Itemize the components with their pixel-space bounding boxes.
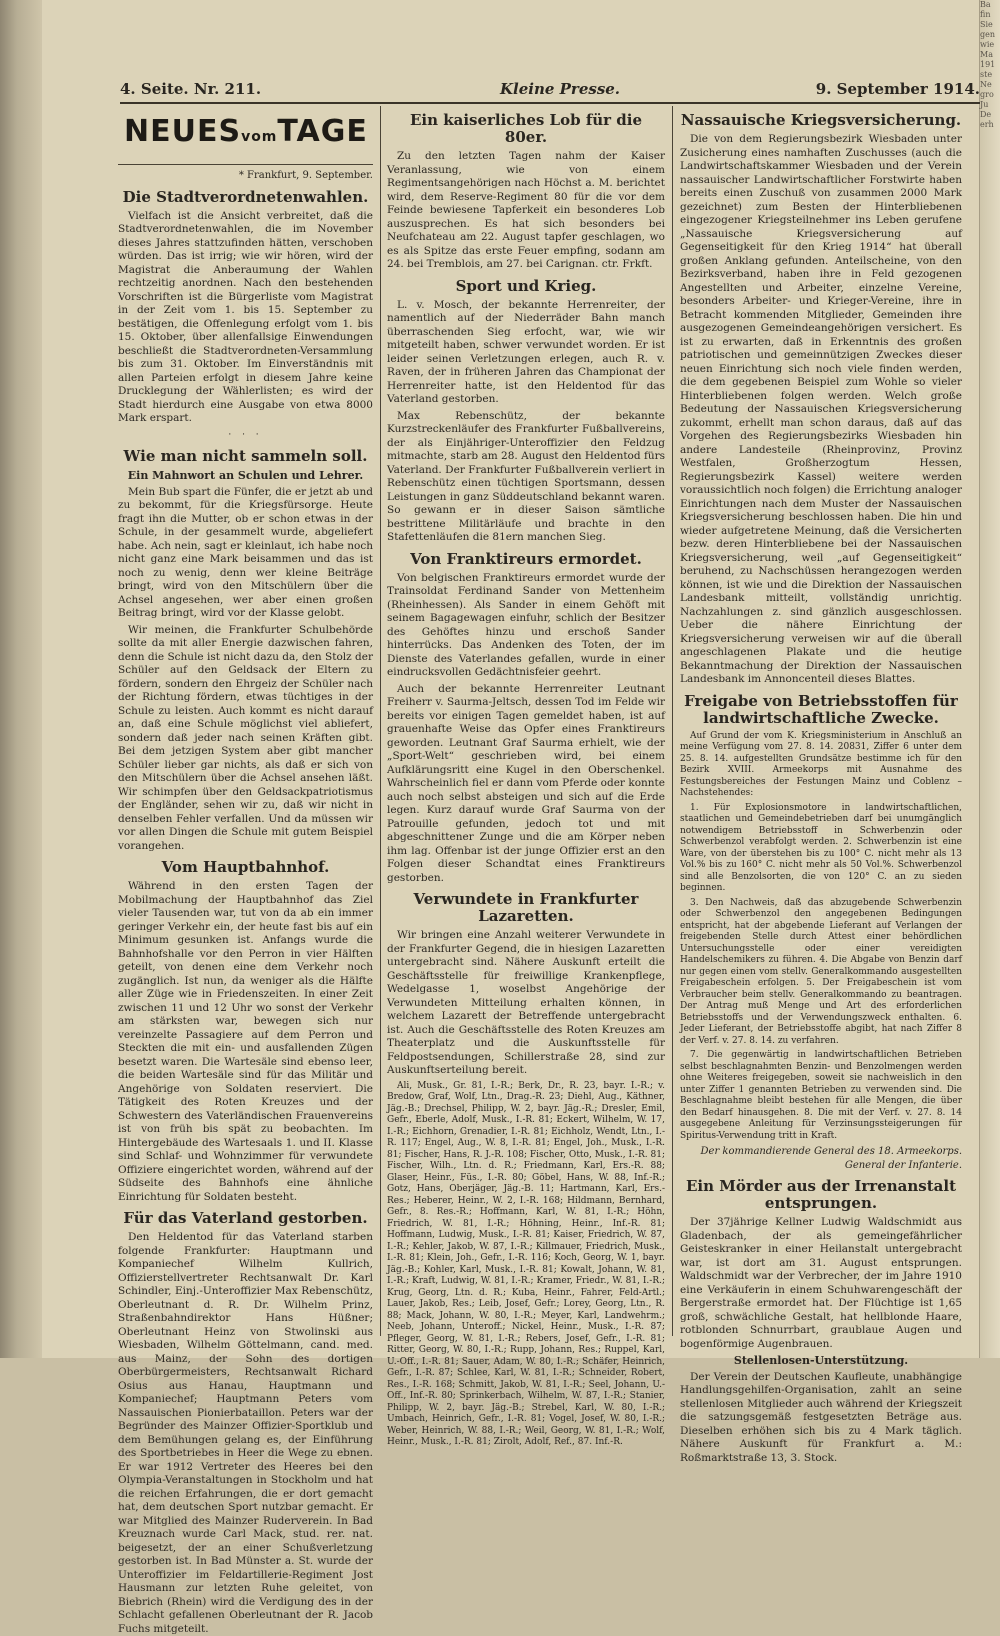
headline: Von Franktireurs ermordet. — [410, 549, 642, 568]
paper-title: Kleine Presse. — [500, 80, 621, 98]
article-text: Den Heldentod für das Vaterland starben folgende Frankfurter: Hauptmann und Kompaniechef Wilhelm Kullrich, Offizierstellvertreter Rechtsanwalt Dr. Karl Schindler, Einj.-Unteroffizier Max Rebenschütz, Oberleutnant d. R. Dr. Wilhelm Prinz, Straßenbahndirektor Hans Hüßner; Oberleutnant Heinz von Stwolinski aus Wiesbaden, Wilhelm Göttelmann, cand. med. aus Mainz, der Sohn des dortigen Oberbürgermeisters, Rechtsanwalt Richard Osius aus Hanau, Hauptmann und Kompaniechef; Hauptmann Peters vom Nassauischen Pionierbataillon. Peters war der Begründer des Mainzer Offizier-Sportklub und dem Bemühungen gelang es, der Einführung des Sportbetriebes in Heer die Wege zu ebnen. Er war 1912 Vertreter des Heeres bei den Olympia-Veranstaltungen in Stockholm und hat die reichen Erfahrungen, die er dort gemacht hat, dem deutschen Sport nutzbar gemacht. Er war Mitglied des Mainzer Ruderverein. In Bad Kreuznach wurde Carl Mack, stud. rer. nat. beigesetzt, der an einer Schußverletzung gestorben ist. In Bad Münster a. St. wurde der Unteroffizier im Feldartillerie-Regiment Jost Hausmann zur letzten Ruhe geleitet, von Biebrich (Rhein) wird die Verdigung des in der Schlacht gefallenen Oberleutnant der R. Jacob Fuchs mitgeteilt. — [118, 1231, 373, 1635]
page-header — [120, 80, 980, 104]
article-text: 7. Die gegenwärtig in landwirtschaftlichen Betrieben selbst beschlagnahmten Benzin- und Benzolmengen werden ohne Weiteres freigegeben, soweit sie nachweislich in den unter Ziffer 1 genannten Betrieben zu verwenden sind. Die Beschlagnahme bleibt bestehen für alle Mengen, die über den Bedarf hinausgehen. 8. Die mit der Verf. v. 27. 8. 14 ausgegebene Anleitung für Verzinsungssteigerungen für Spiritus-Verwendung tritt in Kraft. — [680, 1050, 962, 1141]
page-number: 4. Seite. Nr. 211. — [120, 80, 262, 98]
headline: Sport und Krieg. — [455, 276, 597, 295]
headline: Vom Hauptbahnhof. — [161, 858, 330, 876]
headline: Für das Vaterland gestorben. — [123, 1209, 368, 1227]
signature: General der Infanterie. — [844, 1159, 962, 1171]
edge-text: Ba fin Sie gen wie Ma 191 ste Ne gro Ju De erh — [980, 0, 996, 129]
article-text: 1. Für Explosionsmotore in landwirtschaftlichen, staatlichen und Gemeindebetrieben darf bei unumgänglich notwendigem Betriebsstoff in Schwerbenzin oder Schwerbenzol verabfolgt werden. 2. Schwerbenzin ist eine Ware, von der überstehen bis zu 100° C. nicht mehr als 13 Vol.% bis zu 160° C. nicht mehr als 50 Vol.%. Schwerbenzol sind alle Benzolsorten, die von 120° C. an zu sieden beginnen. — [680, 802, 962, 893]
signature: Der kommandierende General des 18. Armeekorps. — [700, 1146, 962, 1157]
article-text: Der 37jährige Kellner Ludwig Waldschmidt aus Gladenbach, der als gemeingefährlicher Geisteskranker in einer Heilanstalt untergebracht war, ist dort am 31. August entsprungen. Waldschmidt war der Verbrecher, der im Jahre 1910 eine Verkäuferin in einem Schuhwarengeschäft der Bergerstraße ermordet hat. Der Flüchtige ist 1,65 groß, schwächliche Gestalt, hat hellblonde Haare, rotblonden Schnurrbart, graublaue Augen und bogenförmige Augenbrauen. — [680, 1216, 962, 1350]
headline: Die Stadtverordnetenwahlen. — [122, 187, 369, 206]
headline: Ein Mörder aus der Irrenanstalt entsprungen. — [686, 1177, 956, 1212]
article-text: Vielfach ist die Ansicht verbreitet, daß die Stadtverordnetenwahlen, die im November dieses Jahres stattzufinden hätten, verschoben würden. Das ist irrig; wie wir hören, wird der Magistrat die Anberaumung der Wahlen rechtzeitig anordnen. Nach den bestehenden Vorschriften ist die Bürgerliste vom Magistrat in der Zeit vom 1. bis 15. September zu bestätigen, die Offenlegung erfolgt vom 1. bis 15. Oktober, über allenfallsige Einwendungen beschließt die Stadtverordneten-Versammlung bis zum 31. Oktober. Im Einverständnis mit allen Parteien erfolgt in diesem Jahre keine Drucklegung der Wählerlisten; es wird der Stadt hierdurch eine Ausgabe von etwa 8000 Mark erspart. — [118, 209, 373, 424]
subheadline: Ein Mahnwort an Schulen und Lehrer. — [127, 469, 364, 482]
adjacent-page-edge — [979, 0, 1000, 1358]
article-text: 3. Den Nachweis, daß das abzugebende Schwerbenzin oder Schwerbenzol den angegebenen Bedingungen entspricht, hat der abgebende Lieferant auf Verlangen der freigebenden Stelle durch Attest einer behördlichen Untersuchungsstelle oder einer vereidigten Handelschemikers zu führen. 4. Die Abgabe von Benzin darf nur gegen einen vom stellv. Generalkommando ausgestellten Freigabeschein erfolgen. 5. Der Freigabeschein ist vom Verbraucher beim stellv. Generalkommando zu beantragen. Der Antrag muß Menge und Art des erforderlichen Betriebsstoffs und der Verwendungszweck enthalten. 6. Jeder Lieferant, der Betriebsstoffe abgibt, hat nach Ziffer 8 der Verf. v. 27. 8. 14. zu verfahren. — [680, 897, 962, 1046]
column-3 — [680, 106, 962, 1464]
article-text: Max Rebenschütz, der bekannte Kurzstreckenläufer des Frankfurter Fußballvereins, der als Einjähriger-Unteroffizier den Feldzug mitmachte, starb am 28. August den Heldentod fürs Vaterland. Der Frankfurter Fußballverein verliert in Rebenschütz einen tüchtigen Sportsmann, dessen Leistungen in ganz Süddeutschland bekannt waren. So gewann er in dieser Saison sämtliche bestrittene Militärläufe und brachte in den Stafettenläufen die 81ern manchen Sieg. — [387, 409, 665, 543]
separator: · · · — [228, 429, 263, 440]
masthead-word: NEUES — [124, 114, 242, 150]
subheadline: Stellenlosen-Unterstützung. — [733, 1354, 909, 1367]
book-spine — [0, 0, 42, 1358]
article-text: Zu den letzten Tagen nahm der Kaiser Veranlassung, wie von einem Regimentsangehörigen nach Höchst a. M. berichtet wird, dem Reserve-Regiment 80 für die vor dem Feinde bewiesene Tapferkeit ein besonderes Lob auszusprechen. Es hat sich besonders bei Neufchateau am 22. August tapfer geschlagen, wo es als Spitze das erste Feuer empfing, sodann am 24. bei Tremblois, am 27. bei Carignan. ctr. Frkft. — [387, 150, 665, 270]
headline: Ein kaiserliches Lob für die 80er. — [409, 111, 643, 146]
article-text: Während in den ersten Tagen der Mobilmachung der Hauptbahnhof das Ziel vieler Tausenden war, tut von da ab ein immer geringer Verkehr ein, der heute fast bis auf ein Minimum gesunken ist. Anfangs wurde die Bahnhofshalle vor den Perron in vier Hälften geteilt, von denen eine dem Verkehr noch zugänglich. Ist nun, da weniger als die Hälfte aller Züge wie in Friedenszeiten. In einer Zeit zwischen 11 und 12 Uhr wo sonst der Verkehr am stärksten war, bewegen sich nur vereinzelte Passagiere auf dem Perron und Steckten die mit ein- und ausfallenden Zügen besetzt waren. Die Wartesäle sind ebenso leer, die beiden Wartesäle sind für das Militär und Angehörige von Soldaten reserviert. Die Tätigkeit des Roten Kreuzes und der Schwestern des Vaterländischen Frauenvereins ist von früh bis spät zu beobachten. Im Hintergebäude des Wartesaals 1. und II. Klasse sind Schlaf- und Wohnzimmer für verwundete Offiziere eingerichtet worden, während auf der Südseite des Bahnhofs eine ähnliche Einrichtung für Soldaten besteht. — [118, 880, 373, 1203]
column-1 — [118, 106, 373, 1635]
column-rule — [672, 106, 673, 1336]
article-text: Von belgischen Franktireurs ermordet wurde der Trainsoldat Ferdinand Sander von Mettenheim (Rheinhessen). Als Sander in einem Gehöft mit seinem Bagagewagen einfuhr, schlich der Besitzer des Gehöftes hinzu und erschoß Sander hinterrücks. Das Andenken des Toten, der im Dienste des Vaterlandes gefallen, wurde in einer eindrucksvollen Gedächtnisfeier geehrt. — [387, 571, 665, 678]
article-text: Auch der bekannte Herrenreiter Leutnant Freiherr v. Saurma-Jeltsch, dessen Tod im Felde wir bereits vor einigen Tagen gemeldet haben, ist auf grauenhafte Weise das Opfer eines Franktireurs geworden. Leutnant Graf Saurma erhielt, wie der „Sport-Welt“ geschrieben wird, bei einem Aufklärungsritt eine Kugel in den Oberschenkel. Wahrscheinlich fiel er dann vom Pferde oder konnte auch noch selbst absteigen und sich auf die Erde legen. Kurz darauf wurde Graf Saurma von der Patrouille gefunden, jedoch tot und mit abgeschnittener Zunge und die am Körper neben ihm lag. Offenbar ist der junge Offizier erst an den Folgen dieser Schandtat eines Franktireurs gestorben. — [387, 682, 665, 884]
article-text: Wir meinen, die Frankfurter Schulbehörde sollte da mit aller Energie dazwischen fahren, denn die Schule ist nicht dazu da, den Stolz der Schüler auf den Geldsack der Eltern zu fördern, sondern den Ehrgeiz der Schüler nach der Richtung fördern, etwas tüchtiges in der Schule zu leisten. Auch kommt es nicht darauf an, daß eine Schule möglichst viel abliefert, sondern daß jeder nach seinen Kräften gibt. Bei dem jetzigen System aber gibt mancher Schüler lieber gar nichts, als daß er sich von den Mitschülern über die Achsel ansehen läßt. Wir schimpfen über den Geldsackpatriotismus der Engländer, sehen wir zu, daß wir nicht in denselben Fehler verfallen. Und da müssen wir vor allen Dingen die Schule mit gutem Beispiel vorangehen. — [118, 623, 373, 852]
article-text: Die von dem Regierungsbezirk Wiesbaden unter Zusicherung eines namhaften Zuschusses (auch die Landwirtschaftskammer Wiesbaden und der Verein nassauischer Landwirtschaftlicher Forstwirte haben bereits einen Zuschuß von zusammen 2000 Mark gezeichnet) zum Besten der Hinterbliebenen eingezogener Kriegsteilnehmer ins Leben gerufene „Nassauische Kriegsversicherung auf Gegenseitigkeit für den Krieg 1914“ hat überall großen Anklang gefunden. Anteilscheine, von den Bezirksverband, haben ihre in Feld gezogenen Angestellten und Arbeiter, einzelne Vereine, besonders Arbeiter- und Krieger-Vereine, ihre in Betracht kommenden Mitglieder, Gemeinden ihre ausgezogenen Gemeindeangehörigen versichert. Es ist zu erwarten, daß in Erkenntnis des großen patriotischen und gemeinnützigen Zweckes dieser neuen Einrichtung sich noch viele finden werden, die dem gegebenen Beispiel zum Wohle so vieler Hinterbliebenen folgen werden. Welch große Bedeutung der Nassauischen Kriegsversicherung zukommt, erhellt man schon daraus, daß auf das Vorgehen des Regierungsbezirks Wiesbaden hin andere Landesteile (Rheinprovinz, Provinz Westfalen, Großherzogtum Hessen, Regierungsbezirk Kassel) weitere werden voraussichtlich noch folgen) die Errichtung analoger Einrichtungen nach dem Muster der Nassauischen Kriegsversicherung beschlossen haben. Die hin und wieder aufgetretene Meinung, daß die Versicherten bezw. deren Hinterbliebene bei der Nassauischen Kriegsversicherung, weil „auf Gegenseitigkeit“ beruhend, zu Nachschüssen herangezogen werden können, ist wie und die Direktion der Nassauischen Landesbank mitteilt, vollständig unrichtig. Nachzahlungen z. sind gänzlich ausgeschlossen. Ueber die nähere Einrichtung der Kriegsversicherung verweisen wir auf die überall angeschlagenen Plakate und die heutige Bekanntmachung der Direktion der Nassauischen Landesbank im Annoncenteil dieses Blattes. — [680, 133, 962, 685]
issue-date: 9. September 1914. — [815, 80, 980, 98]
headline: Freigabe von Betriebsstoffen für landwirtschaftliche Zwecke. — [684, 691, 958, 727]
article-text: Mein Bub spart die Fünfer, die er jetzt ab und zu bekommt, für die Kriegsfürsorge. Heute fragt ihn die Mutter, ob er schon etwas in der Schule, in der gesammelt wurde, abgeliefert habe. Ach nein, sagt er kleinlaut, ich habe noch nicht ganz eine Mark beisammen und das ist noch zu wenig, denn wer kleine Beiträge bringt, wird von den Mitschülern über die Achsel angesehen, wer aber einen großen Beitrag bringt, wird vor der Klasse gelobt. — [118, 485, 373, 619]
column-rule — [380, 106, 381, 1336]
dateline: * Frankfurt, 9. September. — [238, 170, 373, 181]
article-text: Wir bringen eine Anzahl weiterer Verwundete in der Frankfurter Gegend, die in hiesigen Lazaretten untergebracht sind. Nähere Auskunft erteilt die Geschäftsstelle für freiwillige Krankenpflege, Wedelgasse 1, woselbst Angehörige der Verwundeten Mitteilung erhalten können, in welchem Lazarett der Betreffende untergebracht ist. Auch die Geschäftsstelle des Roten Kreuzes am Theaterplatz und die Auskunftsstelle für Feldpostsendungen, Schillerstraße 28, sind zur Auskunftserteilung bereit. — [387, 929, 665, 1076]
headline: Wie man nicht sammeln soll. — [123, 447, 368, 465]
masthead-word: TAGE — [277, 114, 368, 150]
headline: Nassauische Kriegsversicherung. — [680, 111, 962, 129]
article-text: Auf Grund der vom K. Kriegsministerium in Anschluß an meine Verfügung vom 27. 8. 14. 20831, Ziffer 6 unter dem 25. 8. 14. aufgestellten Grundsätze bestimme ich für den Bezirk XVIII. Armeekorps mit Ausnahme des Festungsbereiches der Festungen Mainz und Coblenz – Nachstehendes: — [680, 730, 962, 798]
article-text: L. v. Mosch, der bekannte Herrenreiter, der namentlich auf der Niederräder Bahn manch überraschenden Sieg erfocht, war, wie wir mitgeteilt haben, schwer verwundet worden. Er ist leider seinen Verletzungen erlegen, auch R. v. Raven, der in früheren Jahren das Championat der Herrenreiter hatte, ist den Heldentod für das Vaterland gestorben. — [387, 298, 665, 405]
column-2 — [387, 106, 665, 1447]
masthead-word: vom — [241, 129, 278, 146]
section-masthead — [118, 106, 373, 165]
headline: Verwundete in Frankfurter Lazaretten. — [413, 890, 639, 925]
article-text: Der Verein der Deutschen Kaufleute, unabhängige Handlungsgehilfen-Organisation, zahlt an seine stellenlosen Mitglieder auch während der Kriegszeit die satzungsgemäß festgesetzten Beträge aus. Dieselben erhöhen sich bis zu 4 Mark täglich. Nähere Auskunft für Frankfurt a. M.: Roßmarktstraße 13, 3. Stock. — [680, 1370, 962, 1464]
masthead-title — [124, 114, 368, 150]
casualty-list: Ali, Musk., Gr. 81, I.-R.; Berk, Dr., R. 23, bayr. I.-R.; v. Bredow, Graf, Wolf, Ltn., Drag.-R. 23; Diehl, Aug., Käthner, Jäg.-B.; Drechsel, Philipp, W. 2, bayr. Jäg.-R.; Dresler, Emil, Gefr., Eberle, Adolf, Musk., I.-R. 81; Eckert, Wilhelm, W. 17, I.-R.; Eichhorn, Grenadier, I.-R. 81; Eichholz, Wendt, Ltn., I.-R. 117; Engel, Aug., W. 8, I.-R. 81; Engel, Joh., Musk., I.-R. 81; Fischer, Hans, R. J.-R. 108; Fischer, Otto, Musk., I.-R. 81; Fischer, Wilh., Ltn. d. R.; Friedmann, Karl, Ers.-R. 88; Glaser, Heinr., Füs., I.-R. 80; Göbel, Hans, W. 88, Inf.-R.; Gotz, Hans, Oberjäger, Jäg.-B. 11; Hartmann, Karl, Ers.-Res.; Heberer, Heinr., W. 2, I.-R. 168; Hildmann, Bernhard, Gefr., 8. Res.-R.; Hoffmann, Karl, W. 81, I.-R.; Höhn, Friedrich, W. 81, I.-R.; Höhning, Heinr., Inf.-R. 81; Hoffmann, Ludwig, Musk., I.-R. 81; Kaiser, Friedrich, W. 87, I.-R.; Kehler, Jakob, W. 87, I.-R.; Killmauer, Friedrich, Musk., I.-R. 81; Klein, Joh., Gefr., I.-R. 116; Koch, Georg, W. 1, bayr. Jäg.-B.; Kohler, Karl, Musk., I.-R. 81; Kowalt, Johann, W. 81, I.-R.; Kraft, Ludwig, W. 81, I.-R.; Kramer, Friedr., W. 81, I.-R.; Krug, Georg, Ltn. d. R.; Kuba, Heinr., Fahrer, Feld-Artl.; Lauer, Jakob, Res.; Leib, Josef, Gefr.; Lorey, Georg, Ltn., R. 88; Mack, Johann, W. 80, I.-R.; Meyer, Karl, Landwehrm.; Neeb, Johann, Unteroff.; Nickel, Heinr., Musk., I.-R. 87; Pfleger, Georg, W. 81, I.-R.; Rebers, Josef, Gefr., I.-R. 81; Ritter, Georg, W. 80, I.-R.; Rupp, Johann, Res.; Ruppel, Karl, U.-Off., I.-R. 81; Sauer, Adam, W. 80, I.-R.; Schäfer, Heinrich, Gefr., I.-R. 87; Schlee, Karl, W. 81, I.-R.; Schneider, Robert, Res., I.-R. 168; Schmitt, Jakob, W. 81, I.-R.; Seel, Johann, U.-Off., Inf.-R. 80; Sprinkerbach, Wilhelm, W. 87, I.-R.; Stanier, Philipp, W. 2, bayr. Jäg.-B.; Strebel, Karl, W. 80, I.-R.; Umbach, Heinrich, Gefr., I.-R. 81; Vogel, Josef, W. 80, I.-R.; Weber, Heinrich, W. 88, I.-R.; Weil, Georg, W. 81, I.-R.; Wolf, Heinr., Musk., I.-R. 81; Zirolt, Adolf, Ref., 87. Inf.-R. — [387, 1080, 665, 1447]
